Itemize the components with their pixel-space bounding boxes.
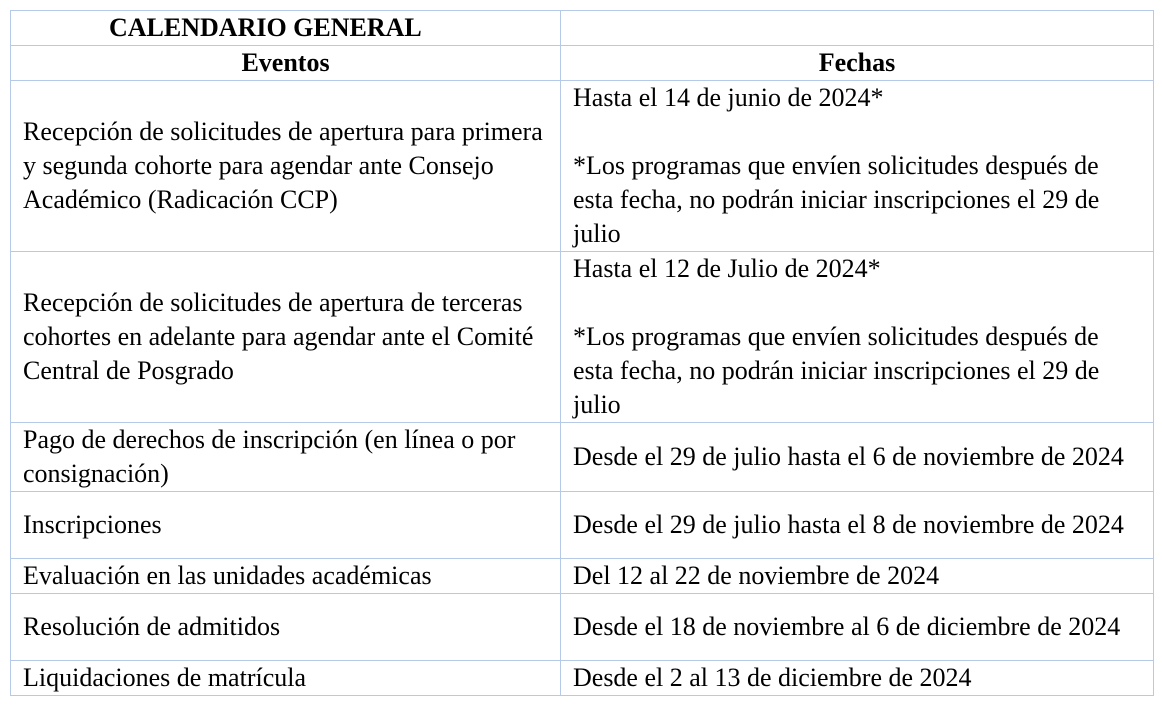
table-row: [11, 594, 1154, 661]
date-cell: [561, 81, 1154, 252]
date-cell: Desde el 18 de noviembre al 6 de diciembre de 2024: [561, 594, 1154, 661]
date-cell: Del 12 al 22 de noviembre de 2024: [561, 559, 1154, 594]
title-empty-cell: [561, 11, 1154, 46]
date-text: Hasta el 12 de Julio de 2024*: [573, 254, 881, 283]
table-row: [11, 492, 1154, 559]
calendar-table: [10, 10, 1154, 696]
event-cell: Resolución de admitidos: [11, 594, 561, 661]
date-text: Hasta el 14 de junio de 2024*: [573, 83, 884, 112]
spacer: [573, 115, 1141, 149]
table-row: [11, 81, 1154, 252]
date-cell: Desde el 29 de julio hasta el 8 de noviembre de 2024: [561, 492, 1154, 559]
title-row: [11, 11, 1154, 46]
spacer: [573, 286, 1141, 320]
header-row: [11, 46, 1154, 81]
event-cell: Recepción de solicitudes de apertura de terceras cohortes en adelante para agendar ante el Comité Central de Posgrado: [11, 252, 561, 423]
event-cell: Liquidaciones de matrícula: [11, 661, 561, 696]
table-row: [11, 423, 1154, 492]
event-cell: Evaluación en las unidades académicas: [11, 559, 561, 594]
header-events: Eventos: [11, 46, 561, 81]
event-cell: Recepción de solicitudes de apertura para primera y segunda cohorte para agendar ante Consejo Académico (Radicación CCP): [11, 81, 561, 252]
event-cell: Pago de derechos de inscripción (en línea o por consignación): [11, 423, 561, 492]
date-cell: Desde el 29 de julio hasta el 6 de noviembre de 2024: [561, 423, 1154, 492]
table-row: [11, 661, 1154, 696]
event-cell: Inscripciones: [11, 492, 561, 559]
table-row: [11, 252, 1154, 423]
date-cell: [561, 252, 1154, 423]
header-dates: Fechas: [561, 46, 1154, 81]
date-note: *Los programas que envíen solicitudes después de esta fecha, no podrán iniciar inscripciones el 29 de julio: [573, 322, 1100, 419]
date-cell: Desde el 2 al 13 de diciembre de 2024: [561, 661, 1154, 696]
date-note: *Los programas que envíen solicitudes después de esta fecha, no podrán iniciar inscripciones el 29 de julio: [573, 151, 1100, 248]
table-title: CALENDARIO GENERAL: [11, 11, 561, 46]
table-row: [11, 559, 1154, 594]
